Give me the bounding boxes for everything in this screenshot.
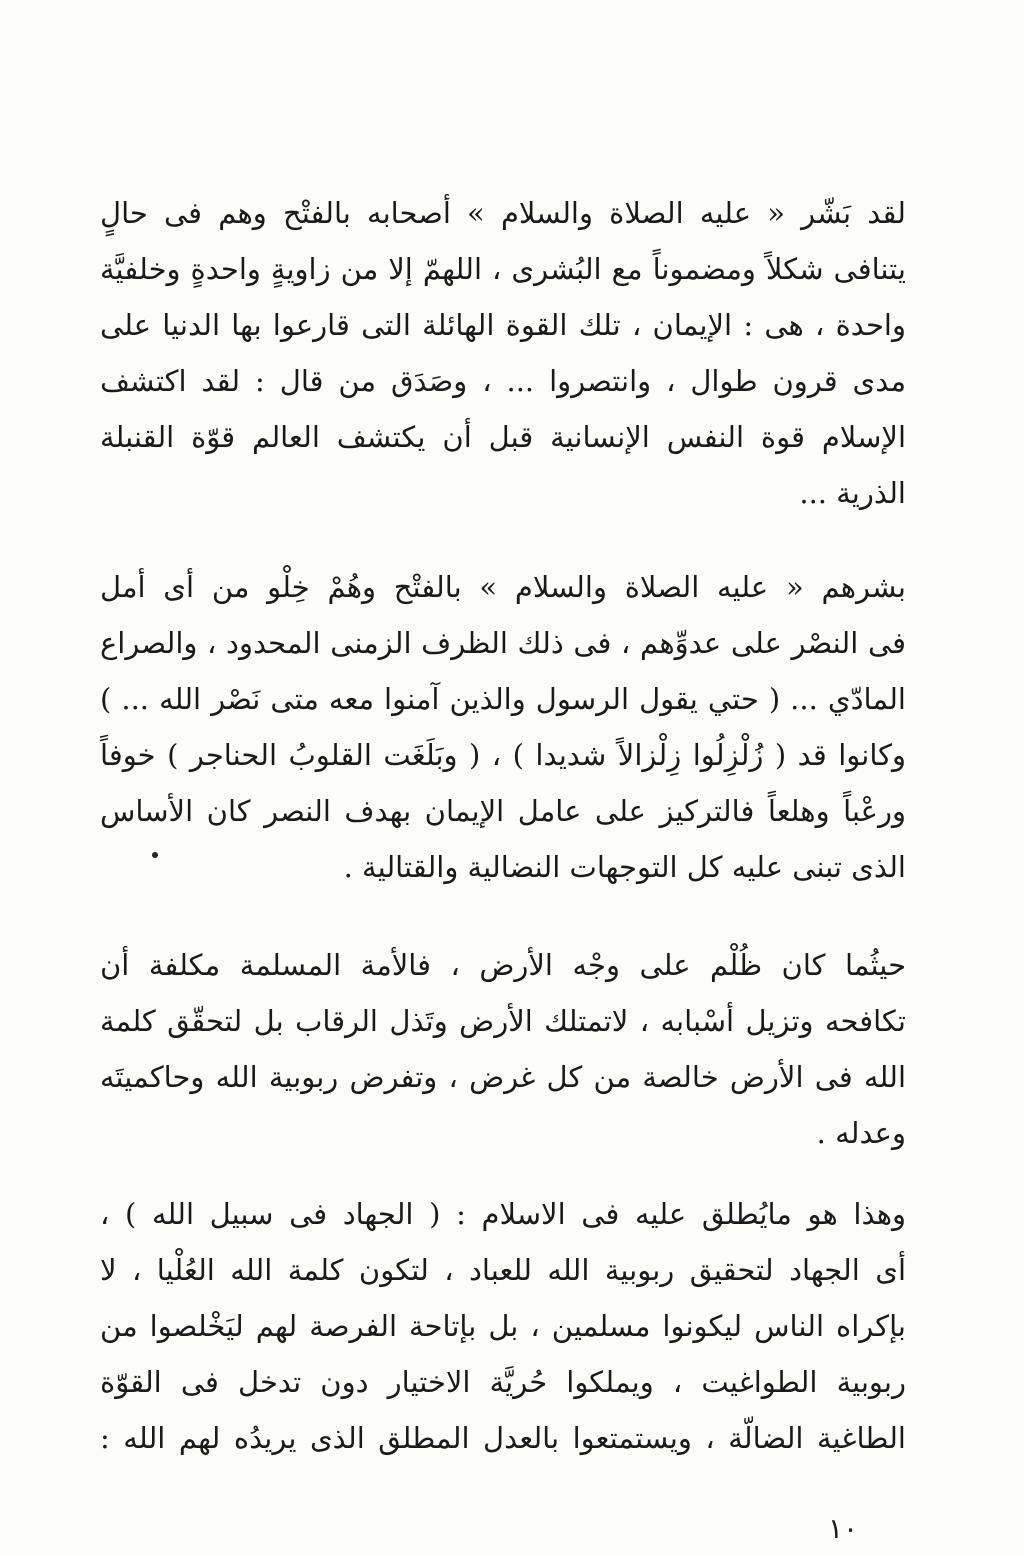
text-line: المادّي ... ( حتي يقول الرسول والذين آمنوا معه متى نَصْر الله ... )	[100, 682, 906, 716]
paragraph-1	[100, 185, 906, 521]
text-line: لقد بَشّر « عليه الصلاة والسلام » أصحابه بالفتْح وهم فى حالٍ	[100, 196, 906, 230]
text-line: الإسلام قوة النفس الإنسانية قبل أن يكتشف العالم قوّة القنبلة	[100, 420, 906, 454]
text-line: ربوبية الطواغيت ، ويملكوا حُريَّة الاختيار دون تدخل فى القوّة	[100, 1365, 906, 1399]
text-line: الطاغية الضالّة ، ويستمتعوا بالعدل المطلق الذى يريدُه لهم الله :	[100, 1421, 906, 1455]
text-line: ورعْباً وهلعاً فالتركيز على عامل الإيمان بهدف النصر كان الأساس	[100, 794, 906, 828]
text-line: وعدله .	[816, 1116, 906, 1150]
page-number: ١٠	[828, 1512, 859, 1545]
text-line: الذى تبنى عليه كل التوجهات النضالية والقتالية .	[343, 850, 906, 884]
text-line: حيثُما كان ظُلْم على وجْه الأرض ، فالأمة المسلمة مكلفة أن	[100, 948, 906, 982]
text-line: فى النصْر على عدوِّهم ، فى ذلك الظرف الزمنى المحدود ، والصراع	[100, 626, 906, 660]
text-line: بإكراه الناس ليكونوا مسلمين ، بل بإتاحة الفرصة لهم ليَخْلصوا من	[100, 1309, 906, 1343]
text-line: واحدة ، هى : الإيمان ، تلك القوة الهائلة التى قارعوا بها الدنيا على	[100, 308, 906, 342]
text-line: بشرهم « عليه الصلاة والسلام » بالفتْح وهُمْ خِلْو من أى أمل	[100, 570, 906, 604]
text-line: يتنافى شكلاً ومضموناً مع البُشرى ، اللهمّ إلا من زاويةٍ واحدةٍ وخلفيَّة	[100, 252, 906, 286]
text-line: الله فى الأرض خالصة من كل غرض ، وتفرض ربوبية الله وحاكميتَه	[100, 1060, 906, 1094]
ink-speck	[152, 852, 158, 858]
paragraph-4	[100, 1186, 906, 1466]
text-line: الذرية ...	[799, 476, 906, 510]
text-line: أى الجهاد لتحقيق ربوبية الله للعباد ، لتكون كلمة الله العُلْيا ، لا	[100, 1253, 906, 1287]
paragraph-3	[100, 937, 906, 1161]
paragraph-2	[100, 559, 906, 895]
text-line: وهذا هو مايُطلق عليه فى الاسلام : ( الجهاد فى سبيل الله ) ،	[100, 1197, 906, 1231]
text-line: مدى قرون طوال ، وانتصروا ... ، وصَدَق من قال : لقد اكتشف	[100, 364, 906, 398]
text-line: تكافحه وتزيل أسْبابه ، لاتمتلك الأرض وتَذل الرقاب بل لتحقّق كلمة	[100, 1004, 906, 1038]
text-line: وكانوا قد ( زُلْزِلُوا زِلْزالاً شديدا ) ، ( وبَلَغَت القلوبُ الحناجر ) خوفاً	[100, 738, 906, 772]
